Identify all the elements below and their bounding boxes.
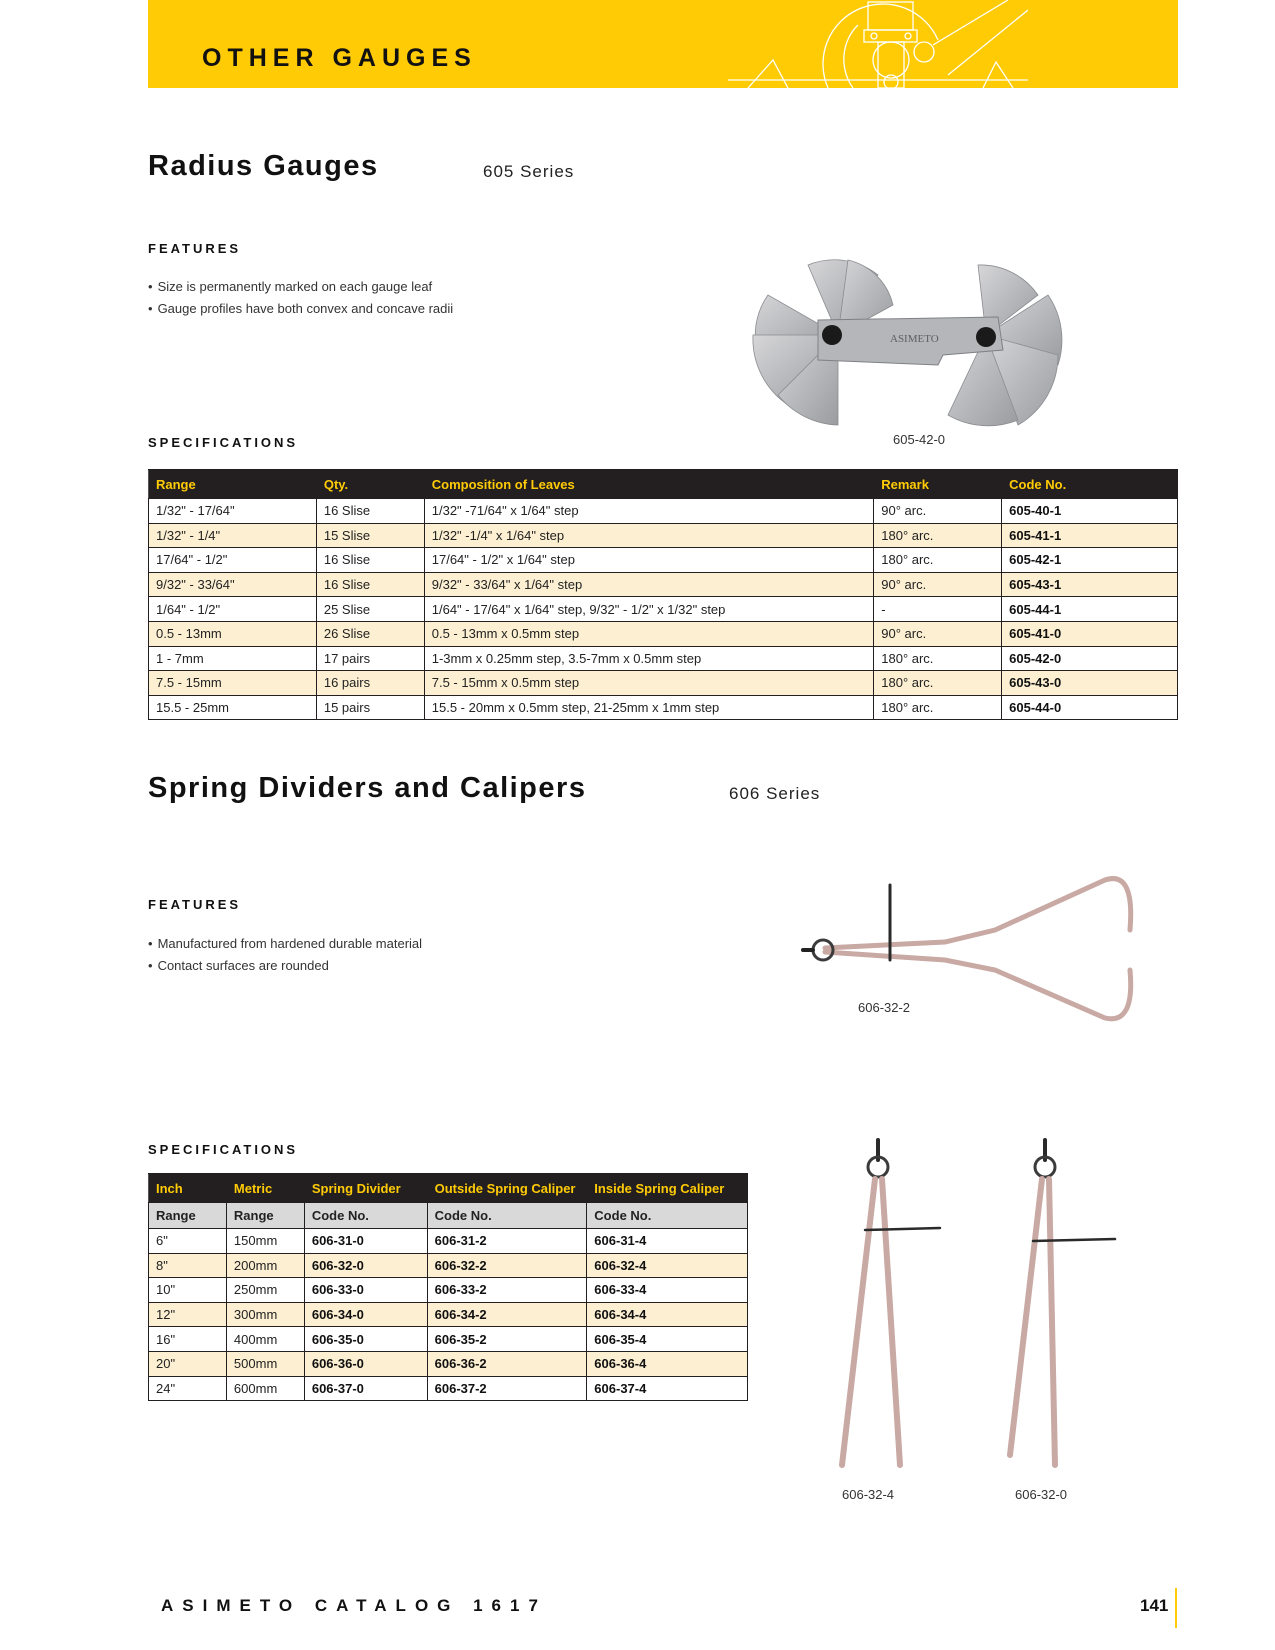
table-row [149,572,1178,597]
cell-code: 606-36-0 [304,1351,427,1376]
cell-inch: 24" [149,1376,227,1401]
cell-range: 1/32" - 1/4" [149,523,317,548]
cell-code: 606-31-2 [427,1229,587,1254]
cell-metric: 200mm [226,1253,304,1278]
cell-qty: 17 pairs [316,646,424,671]
cell-metric: 400mm [226,1327,304,1352]
cell-code: 606-34-2 [427,1302,587,1327]
radius-gauges-title: Radius Gauges [148,150,379,182]
col-header-inside-caliper: Inside Spring Caliper [587,1174,748,1203]
cell-code: 605-40-1 [1002,499,1178,524]
subheader-cell: Code No. [587,1203,748,1229]
cell-code: 606-32-2 [427,1253,587,1278]
cell-range: 1/64" - 1/2" [149,597,317,622]
radius-specs-label: SPECIFICATIONS [148,435,299,450]
col-header-composition: Composition of Leaves [424,470,874,499]
table-subheader-row [149,1203,748,1229]
cell-code: 605-41-1 [1002,523,1178,548]
cell-code: 606-34-0 [304,1302,427,1327]
radius-series: 605 Series [483,162,575,181]
cell-inch: 8" [149,1253,227,1278]
col-header-remark: Remark [874,470,1002,499]
spring-divider-caption: 606-32-0 [1015,1487,1068,1502]
spring-features-label: FEATURES [148,897,242,912]
cell-code: 606-34-4 [587,1302,748,1327]
table-row [149,1302,748,1327]
cell-code: 606-33-4 [587,1278,748,1303]
cell-code: 606-37-0 [304,1376,427,1401]
inside-caliper-caption: 606-32-4 [842,1487,895,1502]
cell-qty: 26 Slise [316,621,424,646]
radius-image-caption: 605-42-0 [893,432,946,447]
spring-spec-table [148,1173,748,1401]
spring-series: 606 Series [729,784,821,803]
banner-title: OTHER GAUGES [202,44,477,72]
col-header-range: Range [149,470,317,499]
table-row [149,1351,748,1376]
cell-code: 605-42-0 [1002,646,1178,671]
cell-qty: 15 pairs [316,695,424,720]
cell-code: 606-31-0 [304,1229,427,1254]
cell-metric: 300mm [226,1302,304,1327]
col-header-code: Code No. [1002,470,1178,499]
cell-remark: 180° arc. [874,646,1002,671]
cell-range: 7.5 - 15mm [149,671,317,696]
cell-inch: 16" [149,1327,227,1352]
cell-qty: 16 Slise [316,572,424,597]
col-header-metric: Metric [226,1174,304,1203]
table-row [149,671,1178,696]
table-row [149,1327,748,1352]
cell-code: 605-44-1 [1002,597,1178,622]
cell-code: 606-33-2 [427,1278,587,1303]
cell-composition: 7.5 - 15mm x 0.5mm step [424,671,874,696]
page-number-divider [1175,1588,1177,1628]
subheader-cell: Code No. [427,1203,587,1229]
subheader-cell: Range [226,1203,304,1229]
cell-qty: 15 Slise [316,523,424,548]
table-header-row [149,1174,748,1203]
table-row [149,621,1178,646]
feature-item: • Gauge profiles have both convex and concave radii [148,298,453,320]
cell-composition: 1/32" -71/64" x 1/64" step [424,499,874,524]
col-header-outside-caliper: Outside Spring Caliper [427,1174,587,1203]
cell-code: 606-35-0 [304,1327,427,1352]
cell-metric: 250mm [226,1278,304,1303]
cell-composition: 1-3mm x 0.25mm step, 3.5-7mm x 0.5mm step [424,646,874,671]
cell-remark: - [874,597,1002,622]
radius-gauge-photo [748,255,1078,440]
footer-catalog-brand: ASIMETO CATALOG 1617 [161,1596,547,1615]
cell-inch: 20" [149,1351,227,1376]
radius-features-label: FEATURES [148,241,242,256]
cell-inch: 6" [149,1229,227,1254]
cell-range: 1 - 7mm [149,646,317,671]
table-row [149,523,1178,548]
table-row [149,1229,748,1254]
section-banner [148,0,1178,88]
cell-remark: 90° arc. [874,499,1002,524]
spring-features-list [148,933,422,977]
cell-qty: 25 Slise [316,597,424,622]
page-number: 141 [1140,1596,1169,1615]
cell-code: 606-35-4 [587,1327,748,1352]
feature-item: • Manufactured from hardened durable material [148,933,422,955]
cell-code: 605-41-0 [1002,621,1178,646]
radius-spec-table [148,469,1178,720]
subheader-cell: Code No. [304,1203,427,1229]
col-header-qty: Qty. [316,470,424,499]
cell-code: 606-37-2 [427,1376,587,1401]
cell-code: 606-36-4 [587,1351,748,1376]
table-row [149,1253,748,1278]
table-header-row [149,470,1178,499]
cell-code: 606-32-4 [587,1253,748,1278]
inside-caliper-photo [820,1135,950,1475]
radius-features-list [148,276,453,320]
cell-range: 1/32" - 17/64" [149,499,317,524]
feature-item: • Size is permanently marked on each gauge leaf [148,276,453,298]
cell-inch: 10" [149,1278,227,1303]
table-row [149,695,1178,720]
cell-code: 606-33-0 [304,1278,427,1303]
cell-code: 606-32-0 [304,1253,427,1278]
cell-metric: 500mm [226,1351,304,1376]
col-header-inch: Inch [149,1174,227,1203]
svg-text:ASIMETO: ASIMETO [890,333,939,345]
cell-code: 605-42-1 [1002,548,1178,573]
spring-specs-label: SPECIFICATIONS [148,1142,299,1157]
cell-code: 606-37-4 [587,1376,748,1401]
spring-dividers-title: Spring Dividers and Calipers [148,772,587,804]
outside-caliper-caption: 606-32-2 [858,1000,911,1015]
cell-code: 605-44-0 [1002,695,1178,720]
table-row [149,499,1178,524]
cell-metric: 600mm [226,1376,304,1401]
cell-remark: 180° arc. [874,523,1002,548]
cell-range: 15.5 - 25mm [149,695,317,720]
protractor-line-art-icon [728,0,1028,88]
cell-composition: 0.5 - 13mm x 0.5mm step [424,621,874,646]
cell-qty: 16 Slise [316,548,424,573]
cell-code: 606-35-2 [427,1327,587,1352]
cell-range: 17/64" - 1/2" [149,548,317,573]
cell-inch: 12" [149,1302,227,1327]
cell-remark: 180° arc. [874,695,1002,720]
cell-code: 606-36-2 [427,1351,587,1376]
cell-range: 9/32" - 33/64" [149,572,317,597]
cell-qty: 16 Slise [316,499,424,524]
subheader-cell: Range [149,1203,227,1229]
table-row [149,548,1178,573]
cell-composition: 1/32" -1/4" x 1/64" step [424,523,874,548]
cell-metric: 150mm [226,1229,304,1254]
table-row [149,646,1178,671]
cell-composition: 9/32" - 33/64" x 1/64" step [424,572,874,597]
cell-remark: 180° arc. [874,548,1002,573]
cell-range: 0.5 - 13mm [149,621,317,646]
cell-code: 605-43-1 [1002,572,1178,597]
feature-item: • Contact surfaces are rounded [148,955,422,977]
table-row [149,1376,748,1401]
cell-remark: 90° arc. [874,572,1002,597]
cell-composition: 1/64" - 17/64" x 1/64" step, 9/32" - 1/2" x 1/32" step [424,597,874,622]
table-row [149,597,1178,622]
outside-caliper-photo [795,870,1140,1030]
spring-divider-photo [995,1135,1125,1475]
cell-qty: 16 pairs [316,671,424,696]
cell-remark: 90° arc. [874,621,1002,646]
cell-code: 606-31-4 [587,1229,748,1254]
cell-remark: 180° arc. [874,671,1002,696]
col-header-spring-divider: Spring Divider [304,1174,427,1203]
cell-code: 605-43-0 [1002,671,1178,696]
cell-composition: 17/64" - 1/2" x 1/64" step [424,548,874,573]
cell-composition: 15.5 - 20mm x 0.5mm step, 21-25mm x 1mm step [424,695,874,720]
table-row [149,1278,748,1303]
